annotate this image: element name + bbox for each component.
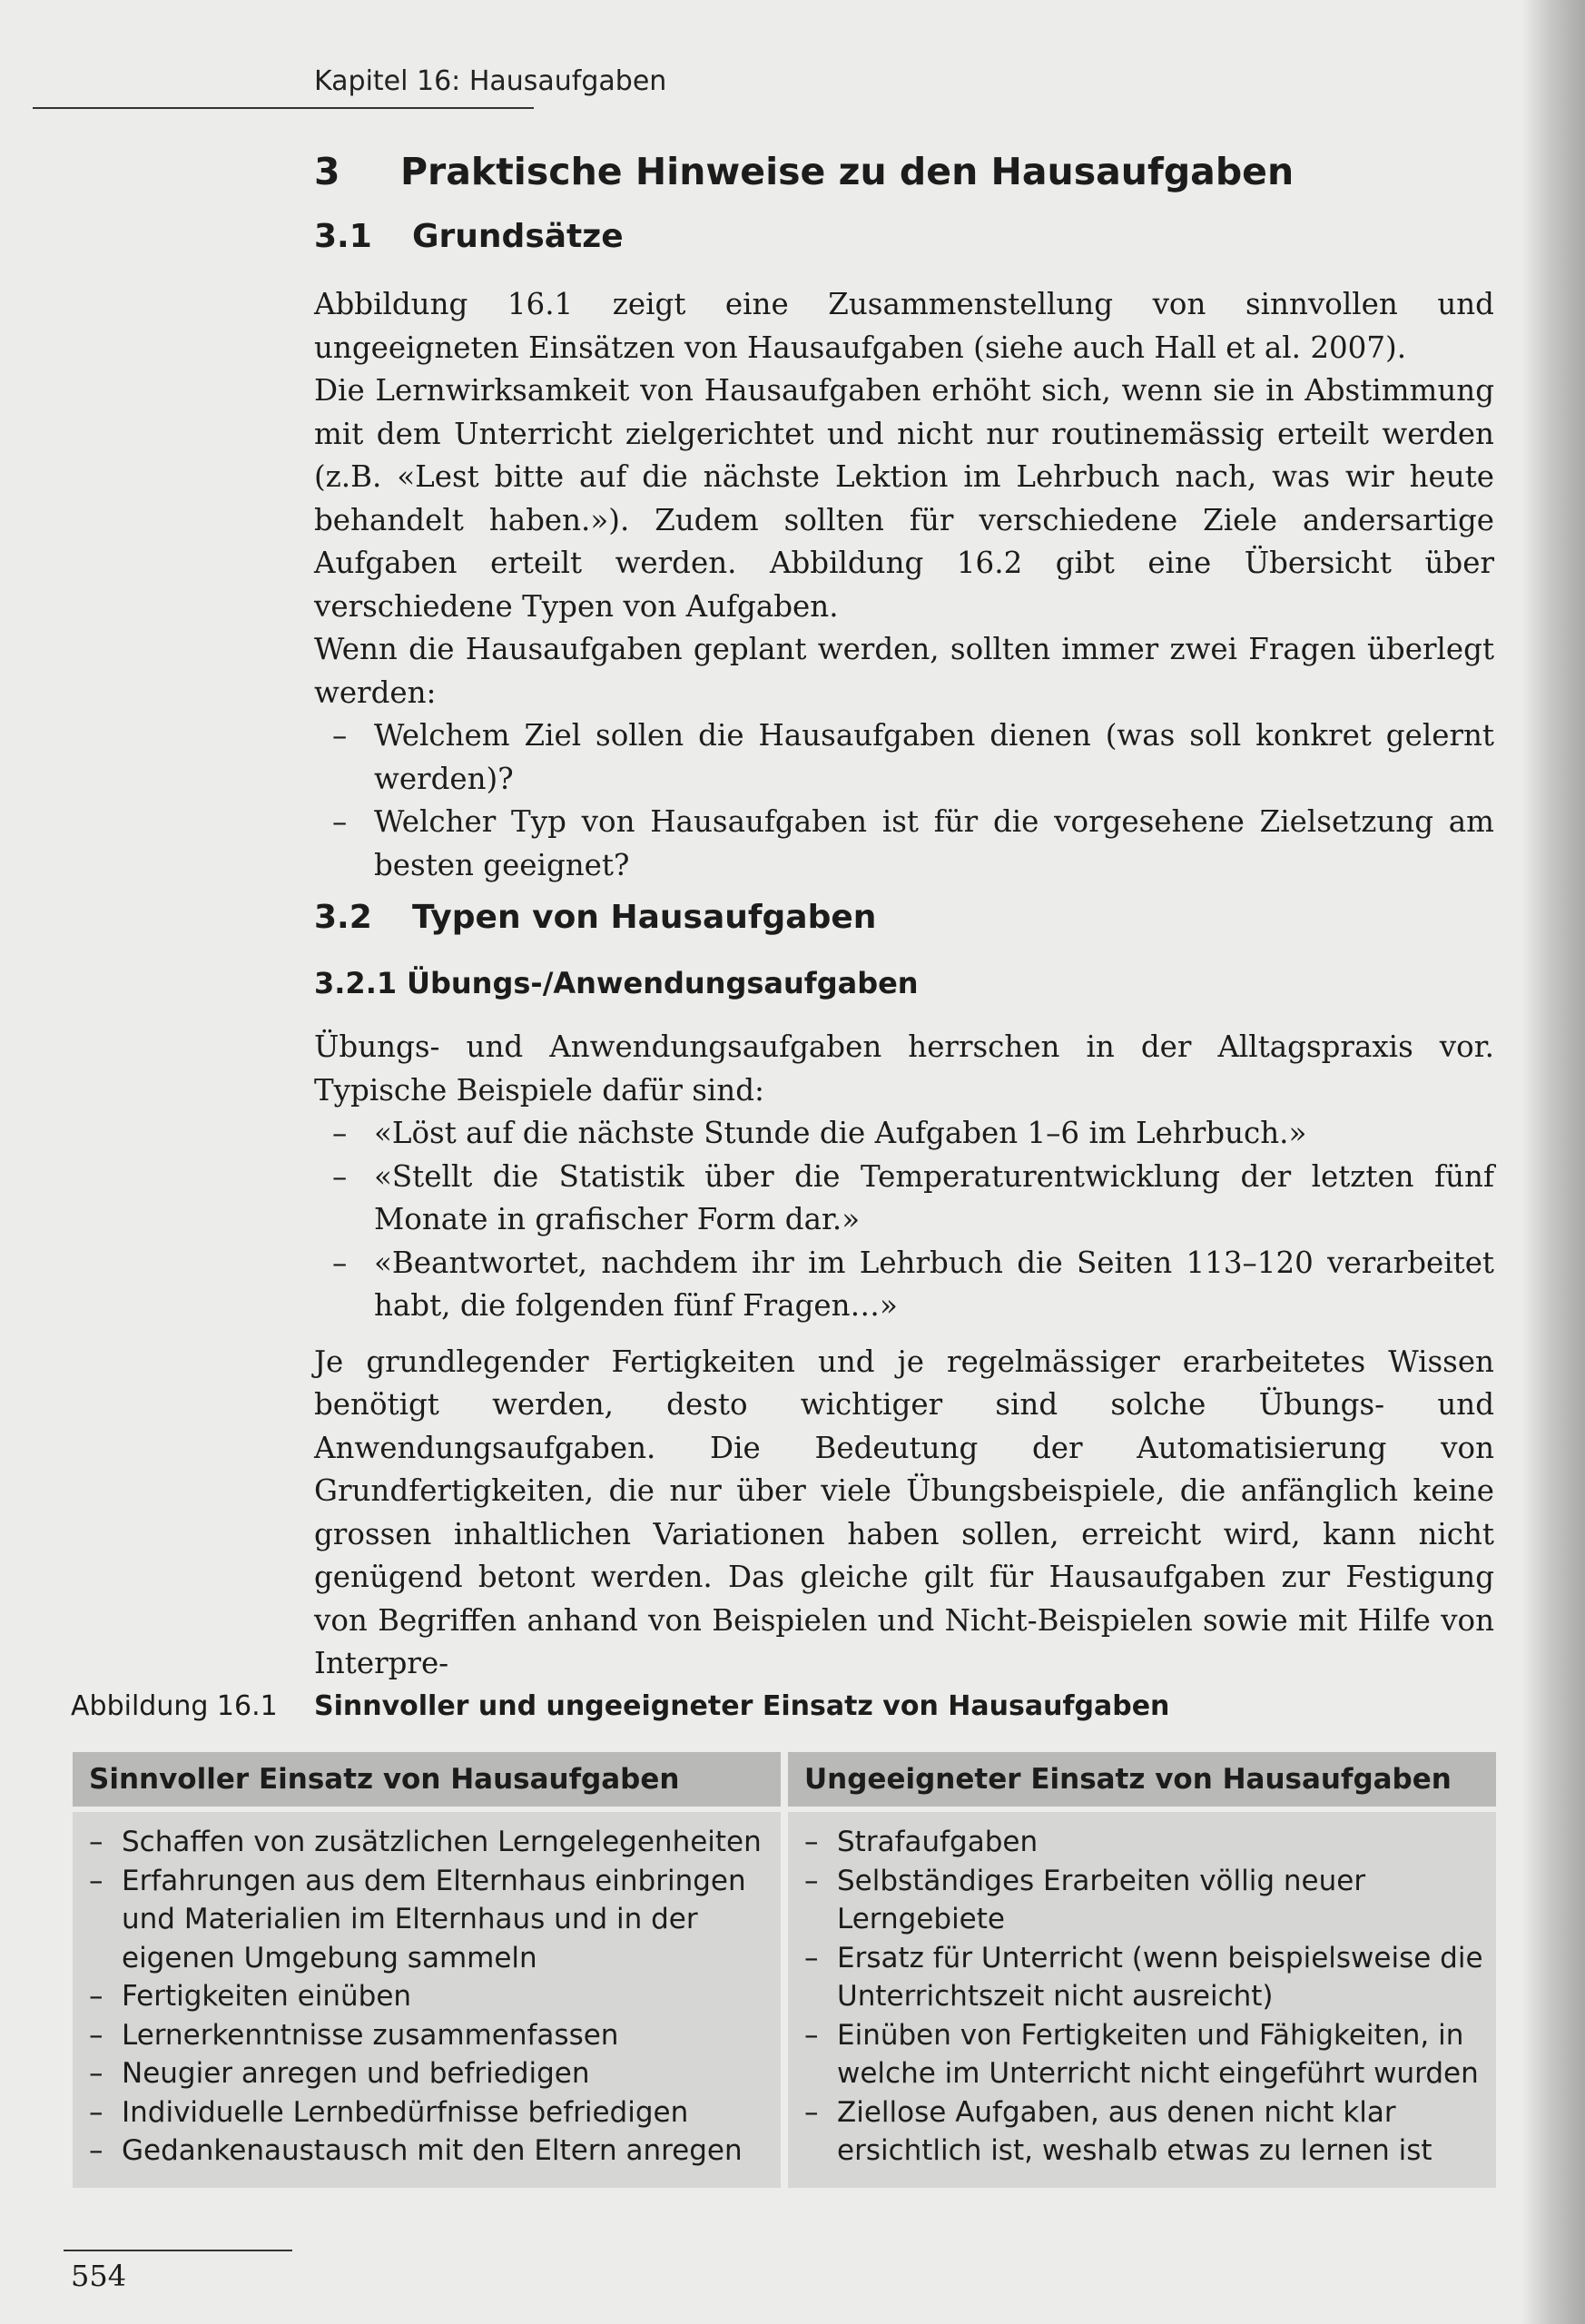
list-item-text: «Löst auf die nächste Stunde die Aufgaben 1–6 im Lehrbuch.» bbox=[374, 1116, 1307, 1150]
dash-marker: – bbox=[89, 2057, 103, 2090]
item-list bbox=[89, 1823, 772, 2171]
section-3-1-body bbox=[314, 283, 1494, 887]
list-item bbox=[89, 1823, 772, 1862]
list-item-text: Individuelle Lernbedürfnisse befriedigen bbox=[122, 2095, 689, 2129]
section-3-2-1-number: 3.2.1 bbox=[314, 966, 398, 1000]
column-body bbox=[73, 1812, 781, 2188]
list-item bbox=[314, 801, 1494, 887]
list-item-text: Gedankenaustausch mit den Eltern anregen bbox=[122, 2134, 743, 2167]
list-item-text: Ersatz für Unterricht (wenn beispielsweise die Unterrichtszeit nicht ausreicht) bbox=[837, 1941, 1483, 2013]
list-item bbox=[314, 1242, 1494, 1328]
list-item bbox=[314, 714, 1494, 801]
section-3-1-heading bbox=[314, 218, 624, 255]
dash-marker: – bbox=[804, 1864, 819, 1897]
list-item-text: Welchem Ziel sollen die Hausaufgaben dienen (was soll konkret gelernt werden)? bbox=[374, 718, 1494, 796]
section-3-title: Praktische Hinweise zu den Hausaufgaben bbox=[400, 150, 1295, 193]
question-list bbox=[314, 714, 1494, 887]
figure-column-sinnvoll bbox=[73, 1752, 781, 2188]
dash-marker: – bbox=[89, 2134, 103, 2167]
list-item-text: Strafaufgaben bbox=[837, 1826, 1039, 1858]
paragraph: Übungs- und Anwendungsaufgaben herrschen in der Alltagspraxis vor. Typische Beispiele dafür sind: bbox=[314, 1029, 1494, 1108]
section-3-2-title: Typen von Hausaufgaben bbox=[412, 899, 877, 936]
footer-rule bbox=[64, 2250, 292, 2251]
paragraph: Abbildung 16.1 zeigt eine Zusammenstellung von sinnvollen und ungeeigneten Einsätzen von Hausaufgaben (siehe auch Hall et al. 2007). bbox=[314, 287, 1494, 365]
list-item bbox=[804, 1862, 1487, 1939]
column-body bbox=[788, 1812, 1496, 2188]
list-item bbox=[89, 2054, 772, 2093]
dash-marker: – bbox=[89, 1864, 103, 1897]
dash-marker: – bbox=[89, 2018, 103, 2052]
list-item-text: «Beantwortet, nachdem ihr im Lehrbuch die Seiten 113–120 verarbeitet habt, die folgenden fünf Fragen…» bbox=[374, 1245, 1494, 1323]
dash-marker: – bbox=[332, 804, 348, 839]
figure-column-ungeeignet bbox=[788, 1752, 1496, 2188]
dash-marker: – bbox=[89, 2095, 103, 2129]
list-item-text: Selbständiges Erarbeiten völlig neuer Lerngebiete bbox=[837, 1864, 1366, 1935]
page-number: 554 bbox=[71, 2259, 127, 2293]
list-item bbox=[804, 1939, 1487, 2016]
dash-marker: – bbox=[804, 1941, 819, 1974]
section-3-1-number: 3.1 bbox=[314, 218, 372, 255]
dash-marker: – bbox=[89, 1980, 103, 2013]
paragraph: Die Lernwirksamkeit von Hausaufgaben erhöht sich, wenn sie in Abstimmung mit dem Unterricht zielgerichtet und nicht nur routinemässig erteilt werden (z.B. «Lest bitte auf die nächste Lektion im Lehrbuch nach, was wir heute behandelt haben.»). Zudem sollten für verschiedene Ziele andersartige Aufgaben erteilt werden. Abbildung 16.2 gibt eine Übersicht über verschiedene Typen von Aufgaben. bbox=[314, 373, 1494, 624]
list-item-text: Erfahrungen aus dem Elternhaus einbringen und Materialien im Elternhaus und in der eigenen Umgebung sammeln bbox=[122, 1864, 746, 1974]
list-item-text: Welcher Typ von Hausaufgaben ist für die vorgesehene Zielsetzung am besten geeignet? bbox=[374, 804, 1494, 882]
header-rule bbox=[33, 107, 534, 109]
section-3-heading bbox=[314, 150, 1294, 193]
running-header: Kapitel 16: Hausaufgaben bbox=[314, 65, 667, 97]
column-header: Ungeeigneter Einsatz von Hausaufgaben bbox=[788, 1752, 1496, 1807]
list-item bbox=[89, 2093, 772, 2132]
section-3-1-title: Grundsätze bbox=[412, 218, 624, 255]
list-item bbox=[804, 2016, 1487, 2093]
dash-marker: – bbox=[804, 2095, 819, 2129]
figure-caption: Sinnvoller und ungeeigneter Einsatz von Hausaufgaben bbox=[314, 1690, 1170, 1722]
dash-marker: – bbox=[332, 1116, 348, 1150]
figure-label: Abbildung 16.1 bbox=[71, 1690, 278, 1722]
dash-marker: – bbox=[332, 1158, 348, 1194]
list-item bbox=[314, 1112, 1494, 1156]
section-3-2-1-title: Übungs-/Anwendungsaufgaben bbox=[407, 966, 919, 1000]
list-item-text: «Stellt die Statistik über die Temperaturentwicklung der letzten fünf Monate in grafischer Form dar.» bbox=[374, 1158, 1494, 1236]
page-edge-shadow bbox=[1521, 0, 1585, 2324]
dash-marker: – bbox=[804, 1826, 819, 1858]
dash-marker: – bbox=[89, 1826, 103, 1858]
list-item-text: Neugier anregen und befriedigen bbox=[122, 2057, 590, 2090]
column-header: Sinnvoller Einsatz von Hausaufgaben bbox=[73, 1752, 781, 1807]
section-3-2-heading bbox=[314, 899, 876, 936]
figure-table bbox=[73, 1752, 1496, 2188]
section-3-2-number: 3.2 bbox=[314, 899, 372, 936]
list-item bbox=[804, 1823, 1487, 1862]
list-item bbox=[314, 1156, 1494, 1242]
section-3-2-1-heading bbox=[314, 966, 919, 1000]
list-item-text: Fertigkeiten einüben bbox=[122, 1980, 412, 2013]
dash-marker: – bbox=[804, 2018, 819, 2052]
list-item bbox=[89, 2016, 772, 2055]
section-3-2-1-body bbox=[314, 1026, 1494, 1686]
list-item-text: Schaffen von zusätzlichen Lerngelegenheiten bbox=[122, 1826, 762, 1858]
paragraph: Wenn die Hausaufgaben geplant werden, sollten immer zwei Fragen überlegt werden: bbox=[314, 632, 1494, 710]
dash-marker: – bbox=[332, 1245, 348, 1280]
item-list bbox=[804, 1823, 1487, 2171]
example-list bbox=[314, 1112, 1494, 1328]
list-item-text: Lernerkenntnisse zusammenfassen bbox=[122, 2018, 619, 2052]
list-item bbox=[89, 2132, 772, 2171]
dash-marker: – bbox=[332, 718, 348, 753]
list-item-text: Einüben von Fertigkeiten und Fähigkeiten, in welche im Unterricht nicht eingeführt wurden bbox=[837, 2018, 1479, 2090]
list-item-text: Ziellose Aufgaben, aus denen nicht klar ersichtlich ist, weshalb etwas zu lernen ist bbox=[837, 2095, 1432, 2167]
list-item bbox=[89, 1862, 772, 1978]
list-item bbox=[804, 2093, 1487, 2171]
section-3-number: 3 bbox=[314, 150, 340, 193]
list-item bbox=[89, 1977, 772, 2016]
paragraph: Je grundlegender Fertigkeiten und je regelmässiger erarbeitetes Wissen benötigt werden, desto wichtiger sind solche Übungs- und Anwendungsaufgaben. Die Bedeutung der Automatisierung von Grundfertigkeiten, die nur über viele Übungsbeispiele, die anfänglich keine grossen inhaltlichen Variationen haben sollen, erreicht wird, kann nicht genügend betont werden. Das gleiche gilt für Hausaufgaben zur Festigung von Begriffen anhand von Beispielen und Nicht-Beispielen sowie mit Hilfe von Interpre- bbox=[314, 1344, 1494, 1680]
